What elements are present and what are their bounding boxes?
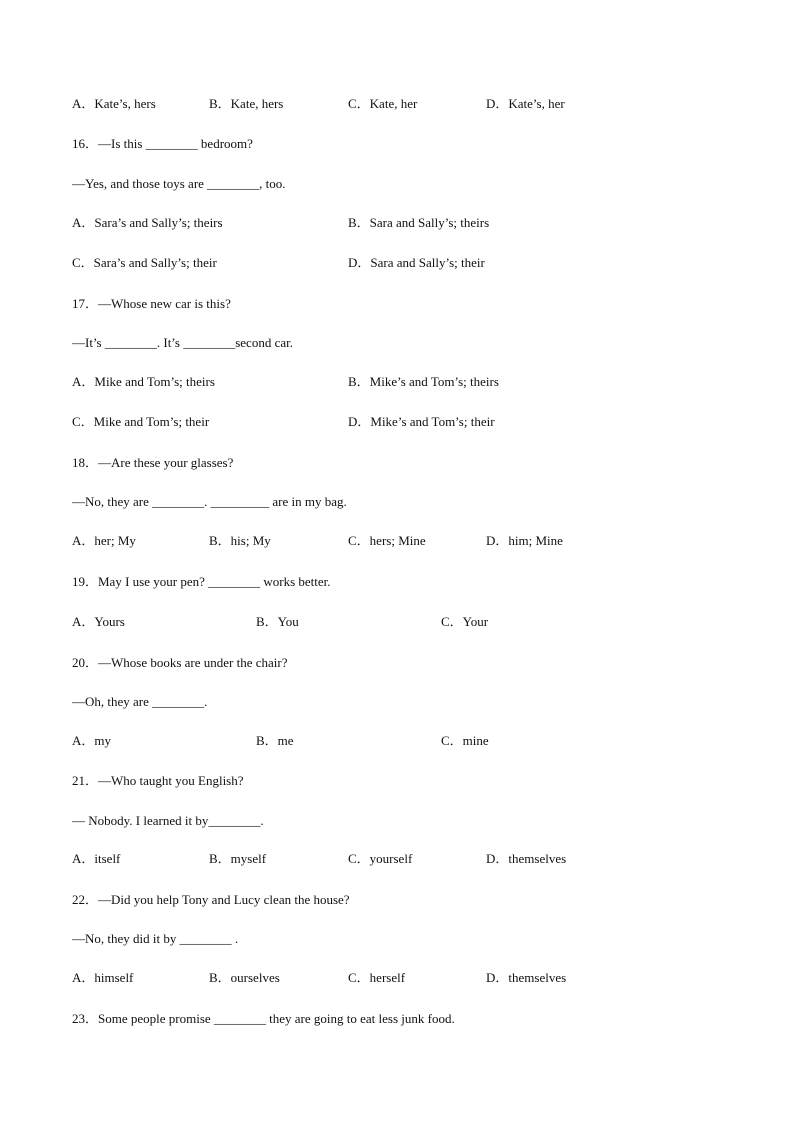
option-19-a[interactable]: A．Yours — [72, 614, 125, 629]
option-16-a[interactable]: A．Sara’s and Sally’s; theirs — [72, 215, 223, 230]
option-22-a[interactable]: A．himself — [72, 970, 134, 985]
option-19-b[interactable]: B．You — [256, 614, 299, 629]
option-22-d[interactable]: D．themselves — [486, 970, 567, 985]
option-16-c[interactable]: C．Sara’s and Sally’s; their — [72, 255, 217, 270]
option-21-d[interactable]: D．themselves — [486, 851, 567, 866]
option-18-d[interactable]: D．him; Mine — [486, 533, 563, 548]
option-21-b[interactable]: B．myself — [209, 851, 267, 866]
question-22-stem: 22．—Did you help Tony and Lucy clean the house? — [72, 892, 350, 907]
question-21-stem: 21．—Who taught you English? — [72, 773, 244, 788]
option-17-a[interactable]: A．Mike and Tom’s; theirs — [72, 374, 215, 389]
option-15-c[interactable]: C．Kate, her — [348, 96, 418, 111]
question-18-stem: 18．—Are these your glasses? — [72, 455, 234, 470]
option-21-a[interactable]: A．itself — [72, 851, 121, 866]
question-18-reply: —No, they are ________. _________ are in my bag. — [72, 494, 347, 509]
question-16-stem: 16．—Is this ________ bedroom? — [72, 136, 253, 151]
question-16-reply: —Yes, and those toys are ________, too. — [72, 176, 286, 191]
option-15-a[interactable]: A．Kate’s, hers — [72, 96, 156, 111]
question-20-reply: —Oh, they are ________. — [72, 694, 208, 709]
option-22-b[interactable]: B．ourselves — [209, 970, 280, 985]
option-22-c[interactable]: C．herself — [348, 970, 406, 985]
option-18-c[interactable]: C．hers; Mine — [348, 533, 426, 548]
option-21-c[interactable]: C．yourself — [348, 851, 413, 866]
question-17-reply: —It’s ________. It’s ________second car. — [72, 335, 293, 350]
option-20-b[interactable]: B．me — [256, 733, 294, 748]
option-15-d[interactable]: D．Kate’s, her — [486, 96, 565, 111]
option-20-c[interactable]: C．mine — [441, 733, 489, 748]
question-22-reply: —No, they did it by ________ . — [72, 931, 239, 946]
option-20-a[interactable]: A．my — [72, 733, 112, 748]
question-20-stem: 20．—Whose books are under the chair? — [72, 655, 288, 670]
option-17-b[interactable]: B．Mike’s and Tom’s; theirs — [348, 374, 499, 389]
option-16-b[interactable]: B．Sara and Sally’s; theirs — [348, 215, 490, 230]
option-16-d[interactable]: D．Sara and Sally’s; their — [348, 255, 485, 270]
option-17-c[interactable]: C．Mike and Tom’s; their — [72, 414, 210, 429]
question-21-reply: — Nobody. I learned it by________. — [72, 813, 264, 828]
option-18-a[interactable]: A．her; My — [72, 533, 136, 548]
option-19-c[interactable]: C．Your — [441, 614, 489, 629]
option-17-d[interactable]: D．Mike’s and Tom’s; their — [348, 414, 495, 429]
question-19-stem: 19．May I use your pen? ________ works better. — [72, 574, 331, 589]
option-18-b[interactable]: B．his; My — [209, 533, 271, 548]
option-15-b[interactable]: B．Kate, hers — [209, 96, 284, 111]
question-23-stem: 23．Some people promise ________ they are going to eat less junk food. — [72, 1011, 455, 1026]
question-17-stem: 17．—Whose new car is this? — [72, 296, 231, 311]
